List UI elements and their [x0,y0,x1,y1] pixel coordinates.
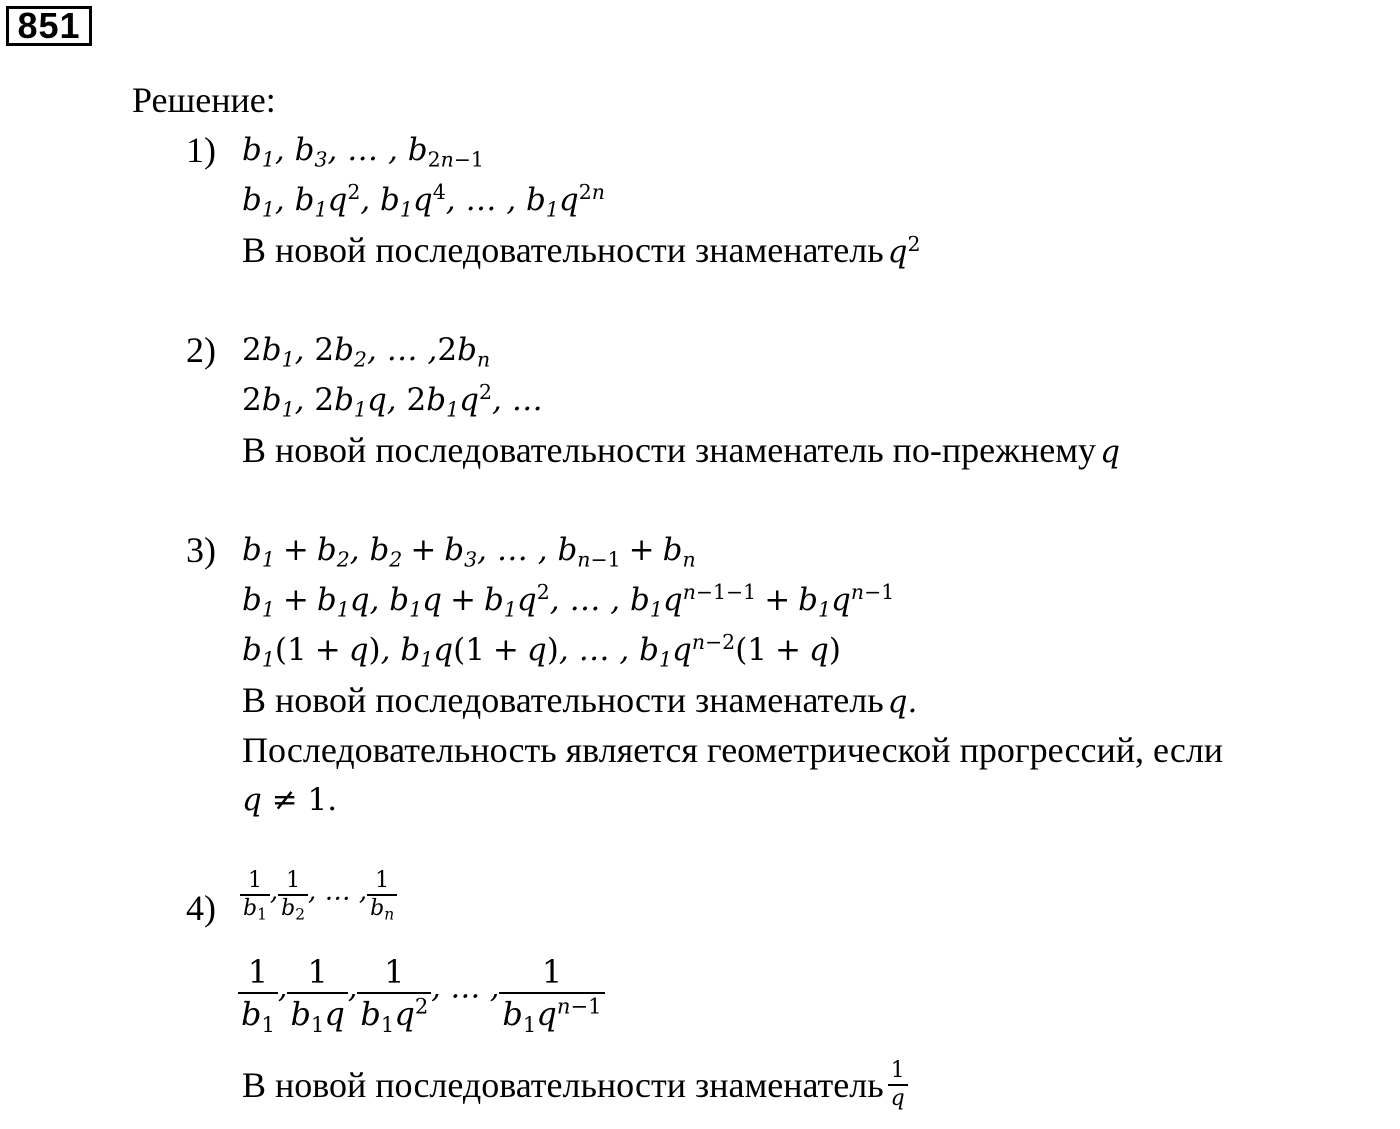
item-label: 2) [186,330,216,370]
expanded-formula: $b_1$, $b_1q^2$, $b_1q^4$, … , $b_1q^{2n}$ [242,179,605,222]
denominator-note [242,230,921,272]
fraction: $\frac{1}{b_1q}$ [287,952,347,1034]
expanded-formula: $b_1 + b_1q$, $b_1q + b_1q^2$, … , $b_1q^{n-1-1} + b_1q^{n-1}$ [242,579,895,622]
sequence-formula: $2b_1$, $2b_2$, … $,2b_n$ [242,332,491,372]
condition-value: q ≠ 1. [242,782,338,818]
sequence-formula: $b_1 + b_2$, $b_2 + b_3$, … , $b_{n-1} + b_n$ [242,532,696,572]
note-text: В новой последовательности знаменатель [242,680,884,720]
fraction: $\frac{1}{b_n}$ [367,868,397,922]
condition-text: Последовательность является геометрической прогрессий, если [242,730,1224,770]
note-text: В новой последовательности знаменатель [242,230,884,270]
fraction: $\frac{1}{b_1}$ [238,952,278,1034]
factored-formula: $b_1(1 + q)$, $b_1q(1 + q)$, … , $b_1q^{n-2}(1 + q)$ [242,629,841,672]
note-text: В новой последовательности знаменатель по-прежнему [242,430,1097,470]
expanded-formula: $2b_1$, $2b_1q$, $2b_1q^2$, … [242,379,543,422]
sequence-formula: $b_1$, $b_3$, … , $b_{2n-1}$ [242,132,484,172]
item-label: 3) [186,530,216,570]
item-label: 4) [186,888,216,928]
fraction: $\frac{1}{b_1q^2}$ [357,952,431,1034]
fraction: $\frac{1}{b_1q^{n-1}}$ [499,952,604,1034]
denominator-note [242,430,1120,472]
note-value: $q^2$ [887,231,921,270]
fraction: $\frac{1}{b_1}$ [240,868,270,922]
solution-heading: Решение: [132,80,276,120]
note-text: В новой последовательности знаменатель [242,1065,884,1105]
denominator-note [242,680,917,722]
note-value: q. [887,684,918,720]
problem-number-box: 851 [6,6,92,46]
sequence-formula: $\frac{1}{b_1}$ , $\frac{1}{b_2}$ , … , $\frac{1}{b_n}$ [240,868,397,922]
expanded-formula: $\frac{1}{b_1}$ , $\frac{1}{b_1q}$ , $\frac{1}{b_1q^2}$ , … , $\frac{1}{b_1q^{n-1}}$ [238,952,605,1034]
note-value: $\frac{1}{q}$ [888,1058,908,1112]
item-label: 1) [186,130,216,170]
fraction: $\frac{1}{b_2}$ [278,868,308,922]
note-value: q [1100,434,1120,470]
denominator-note [242,1058,908,1112]
